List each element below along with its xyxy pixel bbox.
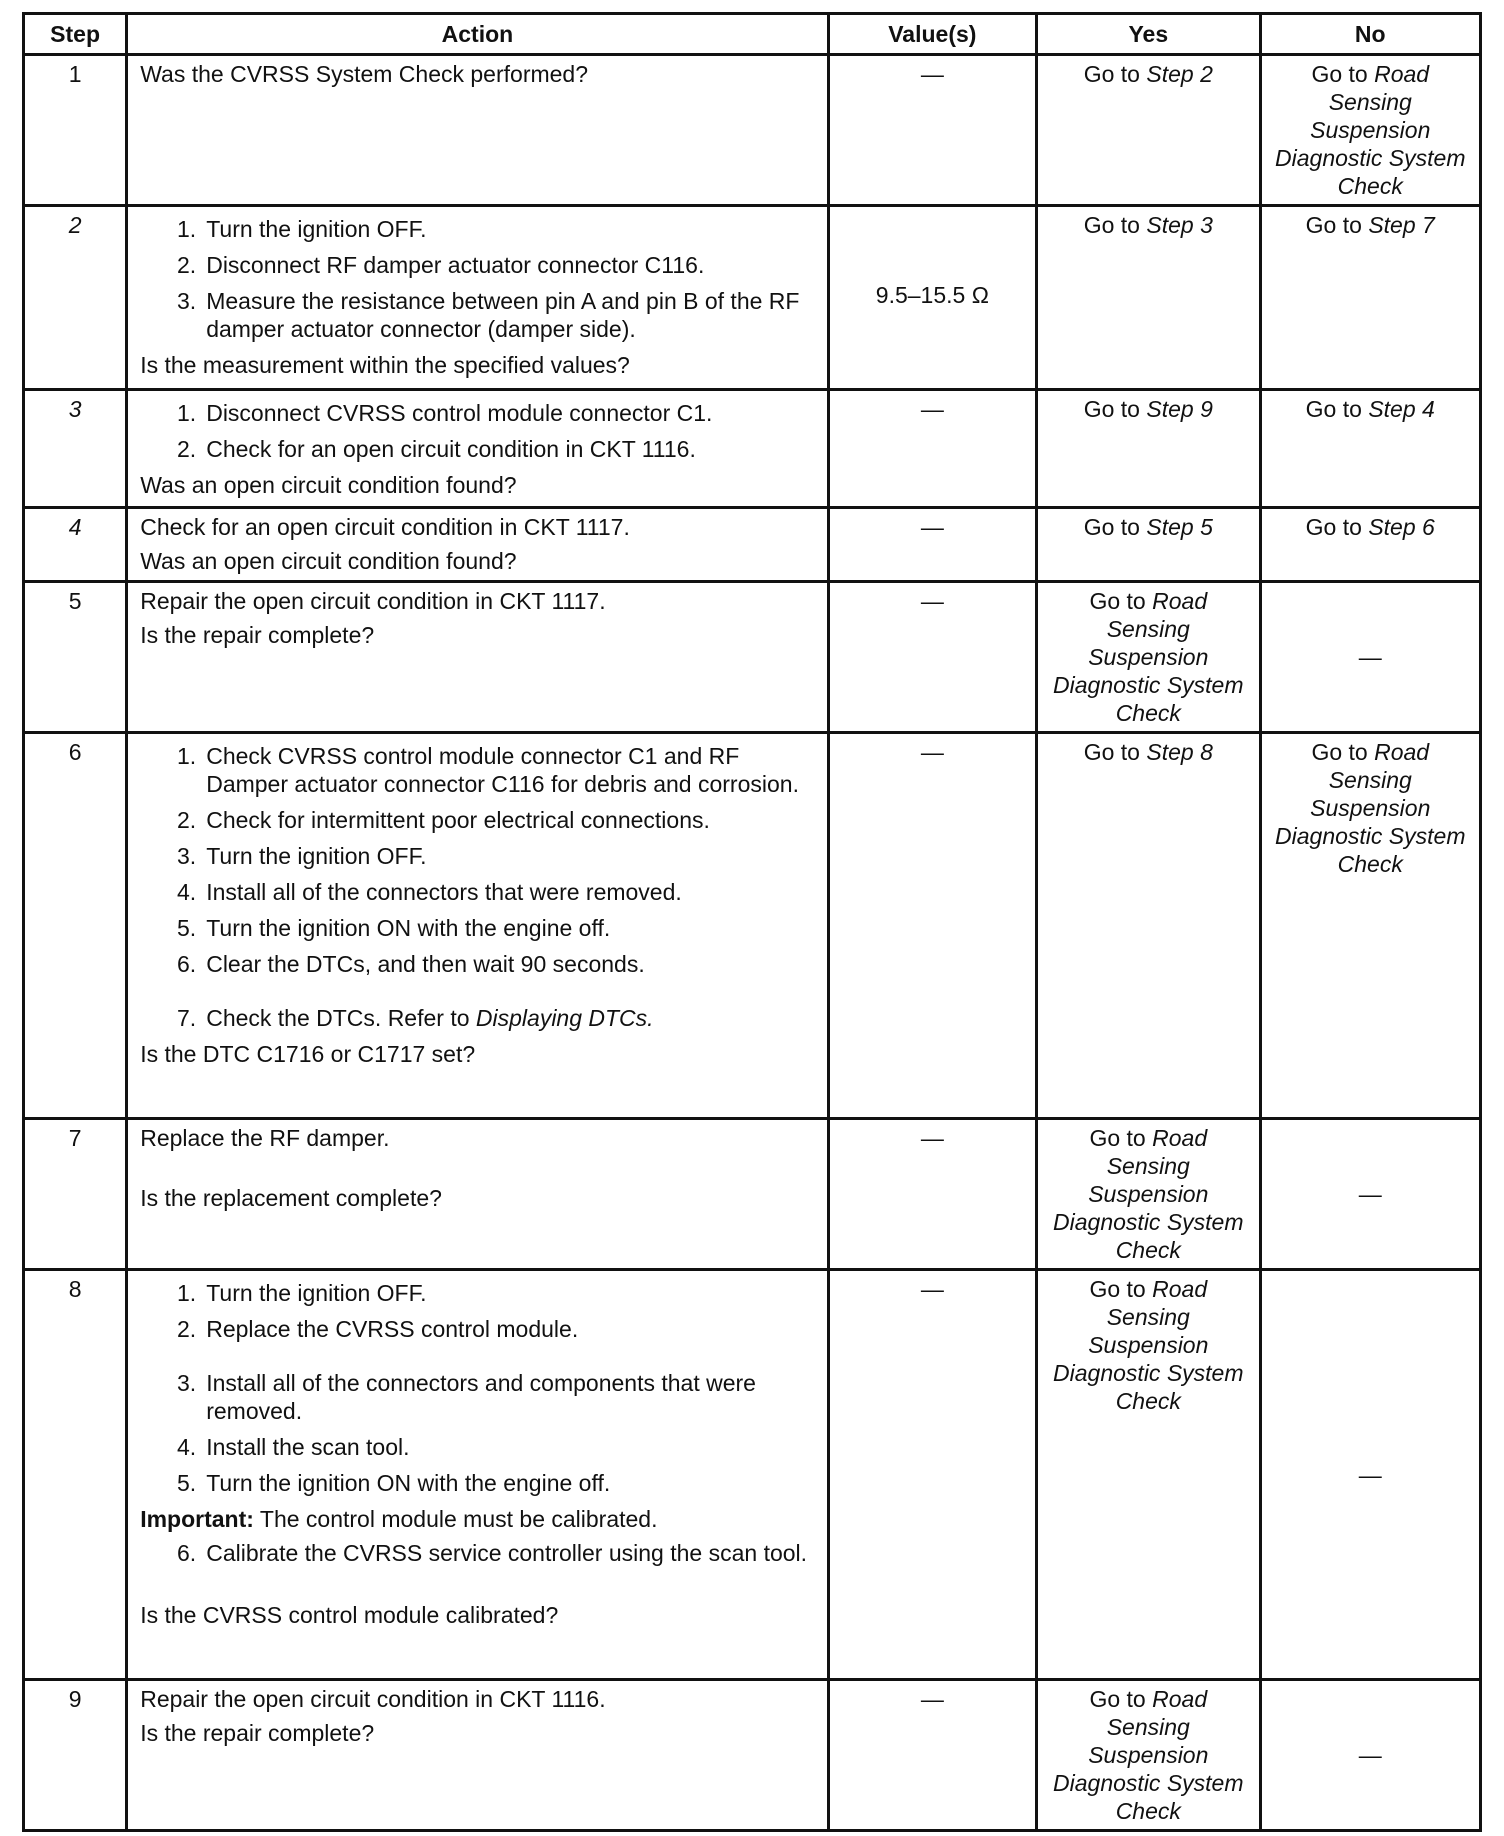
- table-row: [24, 206, 1481, 390]
- goto-prefix: Go to: [1089, 1276, 1146, 1302]
- goto-target: Road Sensing Suspension Diagnostic System Check: [1053, 1125, 1244, 1263]
- yes-cell: [1037, 206, 1260, 390]
- goto-prefix: Go to: [1083, 61, 1140, 87]
- list-item: 7. Check the DTCs. Refer to Displaying DTCs.: [177, 1005, 654, 1031]
- header-no: No: [1260, 14, 1480, 55]
- table-row: [24, 733, 1481, 1119]
- goto-target: Step 8: [1146, 739, 1213, 765]
- yes-cell: [1037, 582, 1260, 733]
- action-cell: [127, 1270, 828, 1680]
- step-number: 2: [24, 206, 127, 390]
- action-question: Was an open circuit condition found?: [140, 472, 517, 498]
- goto-prefix: Go to: [1305, 212, 1362, 238]
- action-steps: [140, 1279, 814, 1497]
- step-number: 8: [24, 1270, 127, 1680]
- action-question: Is the DTC C1716 or C1717 set?: [140, 1041, 476, 1067]
- table-row: [24, 1119, 1481, 1270]
- goto-target: Road Sensing Suspension Diagnostic System Check: [1275, 739, 1466, 877]
- no-cell: [1260, 508, 1480, 582]
- action-cell: [127, 1119, 828, 1270]
- action-steps: [140, 742, 814, 1032]
- list-item: 1. Check CVRSS control module connector C1 and RF Damper actuator connector C116 for debris and corrosion.: [177, 743, 799, 797]
- goto-target: Step 2: [1146, 61, 1213, 87]
- list-item: 4. Install the scan tool.: [177, 1434, 410, 1460]
- step-number: 3: [24, 390, 127, 508]
- value-cell: —: [828, 733, 1036, 1119]
- list-item: 2. Check for an open circuit condition in CKT 1116.: [177, 436, 696, 462]
- goto-prefix: Go to: [1305, 514, 1362, 540]
- table-row: [24, 1270, 1481, 1680]
- yes-cell: [1037, 1680, 1260, 1831]
- table-row: [24, 582, 1481, 733]
- important-label: Important:: [140, 1506, 254, 1532]
- no-cell: [1260, 390, 1480, 508]
- action-question: Is the repair complete?: [140, 622, 375, 648]
- goto-prefix: Go to: [1083, 212, 1140, 238]
- action-question: Is the replacement complete?: [140, 1185, 442, 1211]
- value-cell: —: [828, 1680, 1036, 1831]
- goto-prefix: Go to: [1311, 61, 1368, 87]
- step-number: 4: [24, 508, 127, 582]
- table-row: [24, 55, 1481, 206]
- action-steps: [140, 399, 814, 463]
- goto-target: Road Sensing Suspension Diagnostic System Check: [1053, 588, 1244, 726]
- goto-prefix: Go to: [1305, 396, 1362, 422]
- goto-prefix: Go to: [1089, 1686, 1146, 1712]
- value-cell: —: [828, 390, 1036, 508]
- list-item: 1. Disconnect CVRSS control module connector C1.: [177, 400, 713, 426]
- goto-prefix: Go to: [1089, 588, 1146, 614]
- goto-prefix: Go to: [1089, 1125, 1146, 1151]
- goto-target: Step 5: [1146, 514, 1213, 540]
- yes-cell: [1037, 390, 1260, 508]
- value-cell: —: [828, 582, 1036, 733]
- step-number: 5: [24, 582, 127, 733]
- header-yes: Yes: [1037, 14, 1260, 55]
- value-cell: —: [828, 55, 1036, 206]
- goto-prefix: Go to: [1083, 739, 1140, 765]
- action-text: Was the CVRSS System Check performed?: [140, 61, 589, 87]
- yes-cell: [1037, 55, 1260, 206]
- action-question: Is the CVRSS control module calibrated?: [140, 1602, 559, 1628]
- list-item: 2. Disconnect RF damper actuator connector C116.: [177, 252, 705, 278]
- yes-cell: [1037, 508, 1260, 582]
- no-cell: —: [1260, 582, 1480, 733]
- goto-target: Road Sensing Suspension Diagnostic System Check: [1275, 61, 1466, 199]
- list-item: 1. Turn the ignition OFF.: [177, 1280, 427, 1306]
- goto-target: Step 3: [1146, 212, 1213, 238]
- no-cell: —: [1260, 1119, 1480, 1270]
- action-cell: [127, 390, 828, 508]
- goto-prefix: Go to: [1083, 514, 1140, 540]
- important-note: [140, 1505, 814, 1533]
- diagnostic-table: [22, 12, 1482, 1832]
- list-item: 3. Measure the resistance between pin A and pin B of the RF damper actuator connector (damper side).: [177, 288, 800, 342]
- list-item: 5. Turn the ignition ON with the engine off.: [177, 915, 611, 941]
- list-item: 6. Clear the DTCs, and then wait 90 seconds.: [177, 951, 645, 977]
- action-cell: [127, 206, 828, 390]
- value-cell: —: [828, 1119, 1036, 1270]
- header-step: Step: [24, 14, 127, 55]
- action-text: Repair the open circuit condition in CKT 1116.: [140, 1686, 606, 1712]
- action-question: Was an open circuit condition found?: [140, 548, 517, 574]
- action-question: Is the repair complete?: [140, 1720, 375, 1746]
- action-steps: [140, 1539, 814, 1567]
- list-item: 4. Install all of the connectors that were removed.: [177, 879, 682, 905]
- list-item: 2. Check for intermittent poor electrical connections.: [177, 807, 710, 833]
- table-row: [24, 508, 1481, 582]
- action-text: Repair the open circuit condition in CKT 1117.: [140, 588, 606, 614]
- goto-target: Road Sensing Suspension Diagnostic System Check: [1053, 1276, 1244, 1414]
- goto-target: Step 6: [1368, 514, 1435, 540]
- action-cell: [127, 508, 828, 582]
- value-cell: —: [828, 508, 1036, 582]
- step-number: 7: [24, 1119, 127, 1270]
- goto-target: Step 7: [1368, 212, 1435, 238]
- action-text: Replace the RF damper.: [140, 1125, 390, 1151]
- list-item: 3. Install all of the connectors and components that were removed.: [177, 1370, 756, 1424]
- action-question: Is the measurement within the specified values?: [140, 352, 630, 378]
- value-cell: 9.5–15.5 Ω: [828, 206, 1036, 390]
- action-cell: [127, 733, 828, 1119]
- yes-cell: [1037, 1270, 1260, 1680]
- step-number: 1: [24, 55, 127, 206]
- action-steps: [140, 215, 814, 343]
- important-text: The control module must be calibrated.: [253, 1506, 658, 1532]
- no-cell: [1260, 733, 1480, 1119]
- no-cell: —: [1260, 1680, 1480, 1831]
- goto-prefix: Go to: [1083, 396, 1140, 422]
- list-item: 3. Turn the ignition OFF.: [177, 843, 427, 869]
- list-item: 6. Calibrate the CVRSS service controller using the scan tool.: [177, 1540, 808, 1566]
- header-row: [24, 14, 1481, 55]
- goto-target: Step 9: [1146, 396, 1213, 422]
- no-cell: [1260, 55, 1480, 206]
- goto-target: Step 4: [1368, 396, 1435, 422]
- no-cell: [1260, 206, 1480, 390]
- yes-cell: [1037, 733, 1260, 1119]
- list-item: 1. Turn the ignition OFF.: [177, 216, 427, 242]
- goto-target: Road Sensing Suspension Diagnostic System Check: [1053, 1686, 1244, 1824]
- table-row: [24, 1680, 1481, 1831]
- list-item: 5. Turn the ignition ON with the engine off.: [177, 1470, 611, 1496]
- step-number: 9: [24, 1680, 127, 1831]
- action-cell: [127, 582, 828, 733]
- no-cell: —: [1260, 1270, 1480, 1680]
- goto-prefix: Go to: [1311, 739, 1368, 765]
- value-cell: —: [828, 1270, 1036, 1680]
- step-number: 6: [24, 733, 127, 1119]
- list-item: 2. Replace the CVRSS control module.: [177, 1316, 579, 1342]
- header-values: Value(s): [828, 14, 1036, 55]
- action-cell: [127, 1680, 828, 1831]
- header-action: Action: [127, 14, 828, 55]
- action-cell: [127, 55, 828, 206]
- yes-cell: [1037, 1119, 1260, 1270]
- action-text: Check for an open circuit condition in CKT 1117.: [140, 514, 630, 540]
- doc-reference: Displaying DTCs.: [475, 1005, 654, 1031]
- table-row: [24, 390, 1481, 508]
